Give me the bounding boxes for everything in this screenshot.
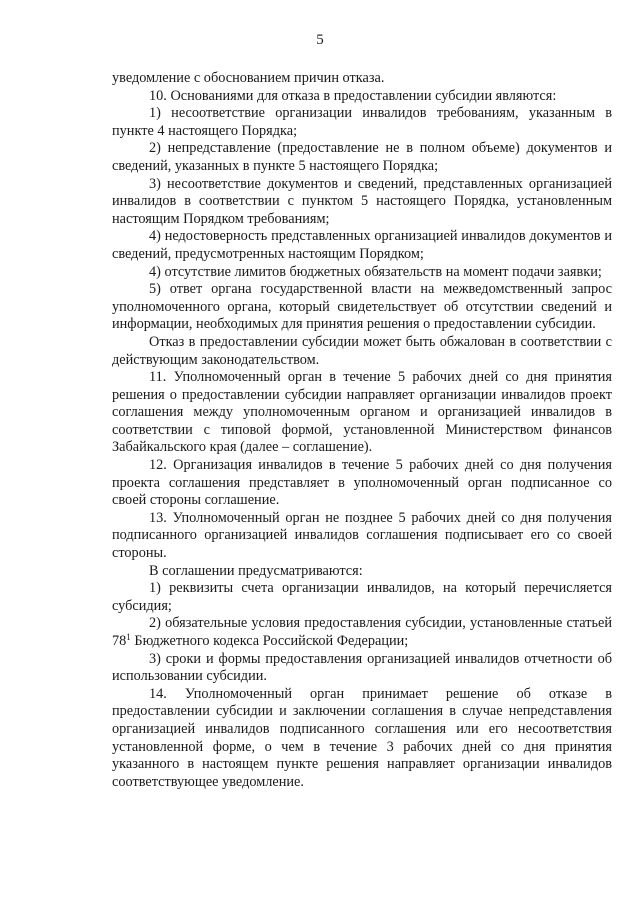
- paragraph: 12. Организация инвалидов в течение 5 рабочих дней со дня получения проекта соглашения представляет в уполномоченный орган подписанное со своей стороны соглашение.: [112, 457, 612, 509]
- paragraph: В соглашении предусматриваются:: [149, 562, 363, 579]
- list-item: 4) отсутствие лимитов бюджетных обязательств на момент подачи заявки;: [149, 263, 602, 280]
- paragraph: 11. Уполномоченный орган в течение 5 рабочих дней со дня принятия решения о предоставлении субсидии направляет организации инвалидов проект соглашения между уполномоченным органом и организацией инвалидов в соответствии с типовой формой, установленной Министерством финансов Забайкальского края (далее – соглашение).: [112, 369, 612, 456]
- list-item: [112, 615, 612, 650]
- list-item: 2) непредставление (предоставление не в полном объеме) документов и сведений, указанных в пункте 5 настоящего Порядка;: [112, 140, 612, 174]
- paragraph: 14. Уполномоченный орган принимает решение об отказе в предоставлении субсидии и заключении соглашения в случае непредставления организацией инвалидов подписанного соглашения или его несоответствия установленной форме, о чем в течение 3 рабочих дней со дня принятия указанного в настоящем пункте решения направляет организации инвалидов соответствующее уведомление.: [112, 685, 612, 790]
- footnote-superscript: 1: [126, 632, 131, 642]
- list-item: 5) ответ органа государственной власти на межведомственный запрос уполномоченного органа, который свидетельствует об отсутствии сведений и информации, необходимых для принятия решения о предоставлении субсидии.: [112, 281, 612, 333]
- article-tail-text: Бюджетного кодекса Российской Федерации;: [130, 633, 409, 649]
- paragraph: 10. Основаниями для отказа в предоставлении субсидии являются:: [149, 87, 557, 104]
- paragraph: 13. Уполномоченный орган не позднее 5 рабочих дней со дня получения подписанного организацией инвалидов соглашения подписывает его со своей стороны.: [112, 509, 612, 562]
- page-number: 5: [316, 32, 324, 48]
- list-item: 1) несоответствие организации инвалидов требованиям, указанным в пункте 4 настоящего Порядка;: [112, 105, 612, 139]
- list-item: 3) несоответствие документов и сведений, представленных организацией инвалидов в соответствии с пунктом 5 настоящего Порядка, установленным настоящим Порядком требованиям;: [112, 175, 612, 227]
- document-body: [112, 70, 612, 791]
- list-item: 3) сроки и формы предоставления организацией инвалидов отчетности об использовании субсидии.: [112, 650, 612, 685]
- list-item: 1) реквизиты счета организации инвалидов, на который перечисляется субсидия;: [112, 580, 612, 614]
- paragraph: уведомление с обоснованием причин отказа.: [112, 70, 385, 86]
- article-text: 2) обязательные условия предоставления субсидии, установленные статьей 78: [112, 615, 612, 649]
- paragraph: Отказ в предоставлении субсидии может быть обжалован в соответствии с действующим законодательством.: [112, 333, 612, 368]
- list-item: 4) недостоверность представленных организацией инвалидов документов и сведений, предусмотренных настоящим Порядком;: [112, 228, 612, 262]
